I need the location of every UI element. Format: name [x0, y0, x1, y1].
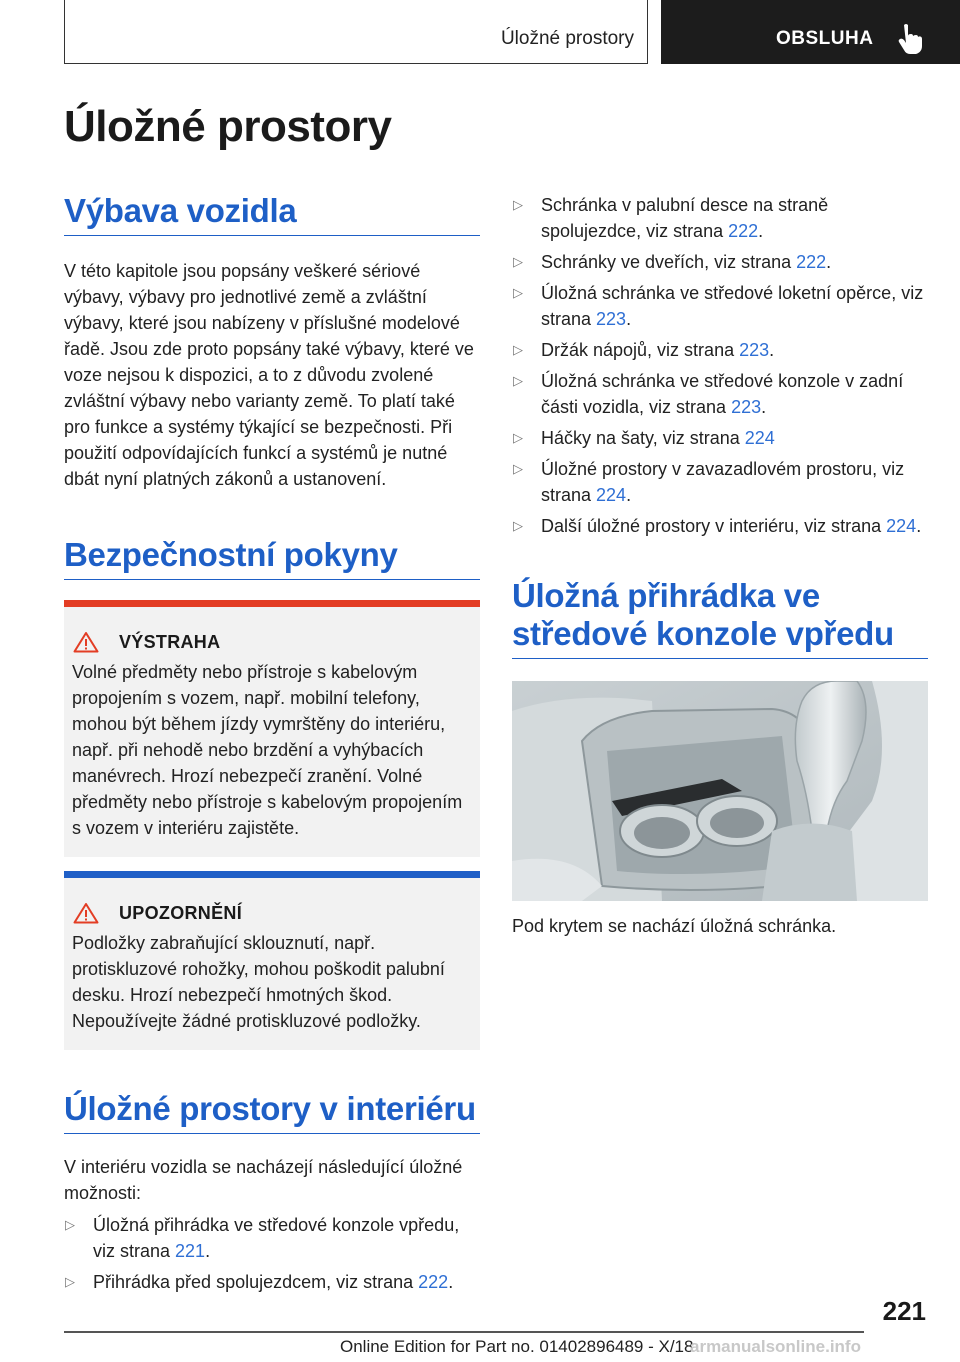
- footer-rule: [64, 1331, 864, 1333]
- page-link[interactable]: 223: [596, 309, 627, 329]
- page-link[interactable]: 223: [731, 397, 762, 417]
- footer-logo: armanualsonline.info: [690, 1337, 861, 1356]
- notice-title: UPOZORNĚNÍ: [119, 902, 243, 923]
- warning-text: Volné předměty nebo přístroje s kabelovým propojením s vozem, např. mobilní telefony, mohou být během jízdy vymrštěny do interiéru, např. při nehodě nebo brzdění a vyhýbacích manévrech. Hrozí nebezpečí zranění. Volné předměty nebo přístroje s kabelovým propojením s vozem v interiéru zajistěte.: [72, 662, 463, 838]
- list-item: ▷ Háčky na šaty, viz strana 224: [512, 425, 928, 451]
- konzole-caption: Pod krytem se nachází úložná schránka.: [512, 916, 837, 936]
- interier-intro: V interiéru vozidla se nacházejí následující úložné možnosti:: [64, 1157, 463, 1203]
- page-link[interactable]: 221: [175, 1241, 206, 1261]
- list-item: ▷ Přihrádka před spolujezdcem, viz strana 222.: [64, 1269, 480, 1295]
- footer-edition: Online Edition for Part no. 01402896489 - X/18: [340, 1337, 694, 1356]
- page-link[interactable]: 224: [886, 516, 917, 536]
- warning-title: VÝSTRAHA: [119, 631, 221, 652]
- triangle-bullet-icon: ▷: [513, 373, 523, 388]
- warning-triangle-icon: [73, 631, 99, 653]
- warning-box: [64, 600, 480, 857]
- hand-pointer-icon: [896, 22, 922, 54]
- notice-text: Podložky zabraňující sklouznutí, např. protiskluzové rohožky, mohou poškodit palubní desku. Hrozí nebezpečí hmotných škod. Nepoužívejte žádné protiskluzové podložky.: [72, 933, 445, 1031]
- list-item: ▷ Schránka v palubní desce na straně spolujezdce, viz strana 222.: [512, 192, 928, 244]
- triangle-bullet-icon: ▷: [513, 285, 523, 300]
- heading-interier: Úložné prostory v interiéru: [64, 1090, 480, 1134]
- heading-konzole: Úložná přihrádka ve středové konzole vpředu: [512, 577, 928, 659]
- header-section-title: Úložné prostory: [500, 28, 634, 49]
- list-item: ▷ Úložná schránka ve středové loketní opěrce, viz strana 223.: [512, 280, 928, 332]
- notice-box: [64, 871, 480, 1050]
- console-storage-photo: [512, 681, 928, 901]
- page-link[interactable]: 222: [418, 1272, 449, 1292]
- list-item: ▷ Úložná přihrádka ve středové konzole vpředu, viz strana 221.: [64, 1212, 480, 1264]
- list-item: ▷ Úložné prostory v zavazadlovém prostoru, viz strana 224.: [512, 456, 928, 508]
- triangle-bullet-icon: ▷: [513, 197, 523, 212]
- heading-vybava: Výbava vozidla: [64, 192, 480, 236]
- interier-list-left: [64, 1212, 480, 1295]
- triangle-bullet-icon: ▷: [65, 1274, 75, 1289]
- triangle-bullet-icon: ▷: [513, 461, 523, 476]
- list-item: ▷ Další úložné prostory v interiéru, viz strana 224.: [512, 513, 928, 539]
- page-link[interactable]: 222: [796, 252, 827, 272]
- list-item: ▷ Úložná schránka ve středové konzole v zadní části vozidla, viz strana 223.: [512, 368, 928, 420]
- triangle-bullet-icon: ▷: [513, 254, 523, 269]
- page-link[interactable]: 224: [744, 428, 775, 448]
- right-column: [512, 192, 928, 939]
- page-link[interactable]: 224: [596, 485, 627, 505]
- heading-bezpecnost: Bezpečnostní pokyny: [64, 536, 480, 580]
- warning-triangle-icon: [73, 902, 99, 924]
- page-number: 221: [882, 1296, 926, 1326]
- triangle-bullet-icon: ▷: [65, 1217, 75, 1232]
- header-chapter-label: OBSLUHA: [776, 28, 874, 49]
- list-item: ▷ Schránky ve dveřích, viz strana 222.: [512, 249, 928, 275]
- triangle-bullet-icon: ▷: [513, 430, 523, 445]
- page-link[interactable]: 222: [728, 221, 759, 241]
- vybava-text: V této kapitole jsou popsány veškeré sériové výbavy, výbavy pro jednotlivé země a zvláštní výbavy, které jsou nabízeny v příslušné modelové řadě. Jsou zde proto popsány také výbavy, které ve voze nejsou k dispozici, a to z důvodu zvolené zvláštní výbavy nebo varianty země. To platí také pro funkce a systémy týkající se bezpečnosti. Při použití odpovídajících funkcí a systémů je nutné dbát nyní platných zákonů a ustanovení.: [64, 261, 474, 489]
- page-link[interactable]: 223: [739, 340, 770, 360]
- interier-list-right: [512, 192, 928, 539]
- page-title: Úložné prostory: [64, 102, 392, 151]
- list-item: ▷ Držák nápojů, viz strana 223.: [512, 337, 928, 363]
- triangle-bullet-icon: ▷: [513, 342, 523, 357]
- left-column: [64, 192, 480, 1300]
- triangle-bullet-icon: ▷: [513, 518, 523, 533]
